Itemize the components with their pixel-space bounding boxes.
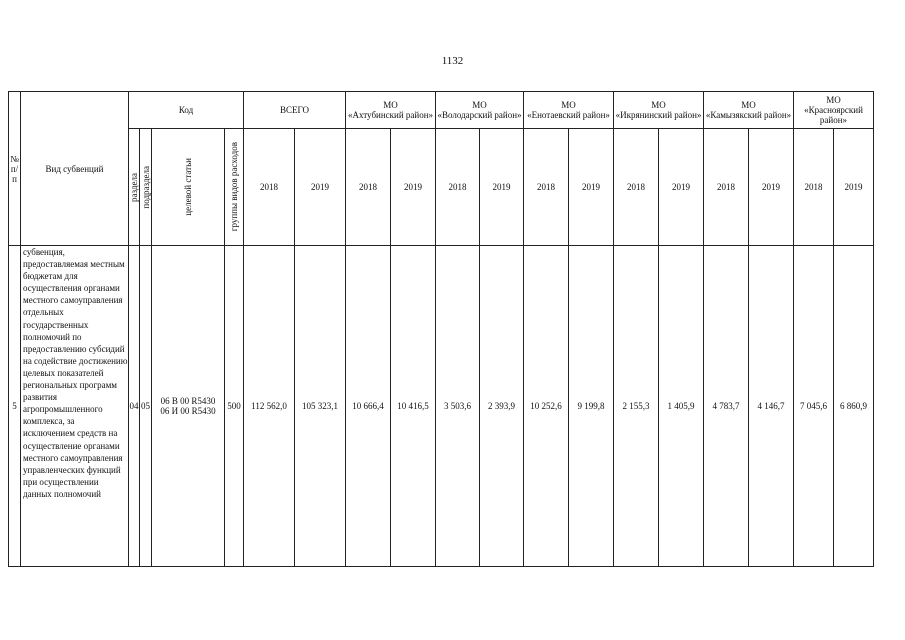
akhtubinsky-2018: 10 666,4 xyxy=(346,246,391,567)
mo-header-akhtubinsky: МО «Ахтубинский район» xyxy=(346,92,436,129)
krasnoyarsky-2018: 7 045,6 xyxy=(794,246,834,567)
row-number: 5 xyxy=(9,246,21,567)
total-2018: 112 562,0 xyxy=(244,246,295,567)
num-header: № п/п xyxy=(9,92,21,246)
subsection-subheader: подраздела xyxy=(140,129,152,246)
year-header: 2019 xyxy=(834,129,874,246)
page-number: 1132 xyxy=(441,55,464,67)
expense-group-subheader: группы видов расходов xyxy=(225,129,244,246)
expense-group-code: 500 xyxy=(225,246,244,567)
target-article-subheader: целевой статьи xyxy=(152,129,225,246)
year-header: 2018 xyxy=(614,129,659,246)
subsidy-description: субвенция, предоставляемая местным бюджетам для осуществления органами местного самоуправления отдельных государственных полномочий по предоставлению субсидий на содействие достижению целевых показателей региональных программ развития агропромышленного комплекса, за исключением средств на осуществление органами местного самоуправления управленческих функций при осуществлении данных полномочий xyxy=(21,246,129,567)
mo-header-kamyzyaksky: МО «Камызякский район» xyxy=(704,92,794,129)
akhtubinsky-2019: 10 416,5 xyxy=(391,246,436,567)
section-code: 04 xyxy=(129,246,140,567)
mo-header-enotaevsky: МО «Енотаевский район» xyxy=(524,92,614,129)
mo-header-krasnoyarsky: МО «Красноярский район» xyxy=(794,92,874,129)
year-header: 2018 xyxy=(436,129,480,246)
volodarsky-2019: 2 393,9 xyxy=(480,246,524,567)
ikryaninsky-2018: 2 155,3 xyxy=(614,246,659,567)
enotaevsky-2019: 9 199,8 xyxy=(569,246,614,567)
enotaevsky-2018: 10 252,6 xyxy=(524,246,569,567)
code-header: Код xyxy=(129,92,244,129)
section-subheader: раздела xyxy=(129,129,140,246)
year-header: 2019 xyxy=(749,129,794,246)
year-header: 2018 xyxy=(794,129,834,246)
year-header: 2019 xyxy=(295,129,346,246)
year-header: 2019 xyxy=(659,129,704,246)
volodarsky-2018: 3 503,6 xyxy=(436,246,480,567)
header-row-2 xyxy=(9,129,874,246)
subsidy-table xyxy=(8,91,874,567)
year-header: 2018 xyxy=(704,129,749,246)
year-header: 2018 xyxy=(346,129,391,246)
ikryaninsky-2019: 1 405,9 xyxy=(659,246,704,567)
kamyzyaksky-2019: 4 146,7 xyxy=(749,246,794,567)
table-row xyxy=(9,246,874,567)
mo-header-volodarsky: МО «Володарский район» xyxy=(436,92,524,129)
year-header: 2019 xyxy=(480,129,524,246)
mo-header-ikryaninsky: МО «Икрянинский район» xyxy=(614,92,704,129)
total-header: ВСЕГО xyxy=(244,92,346,129)
year-header: 2018 xyxy=(524,129,569,246)
subsidy-type-header: Вид субвенций xyxy=(21,92,129,246)
total-2019: 105 323,1 xyxy=(295,246,346,567)
subsection-code: 05 xyxy=(140,246,152,567)
year-header: 2019 xyxy=(391,129,436,246)
kamyzyaksky-2018: 4 783,7 xyxy=(704,246,749,567)
year-header: 2019 xyxy=(569,129,614,246)
header-row-1 xyxy=(9,92,874,129)
year-header: 2018 xyxy=(244,129,295,246)
krasnoyarsky-2019: 6 860,9 xyxy=(834,246,874,567)
target-article-codes: 06 В 00 R5430 06 И 00 R5430 xyxy=(152,246,225,567)
